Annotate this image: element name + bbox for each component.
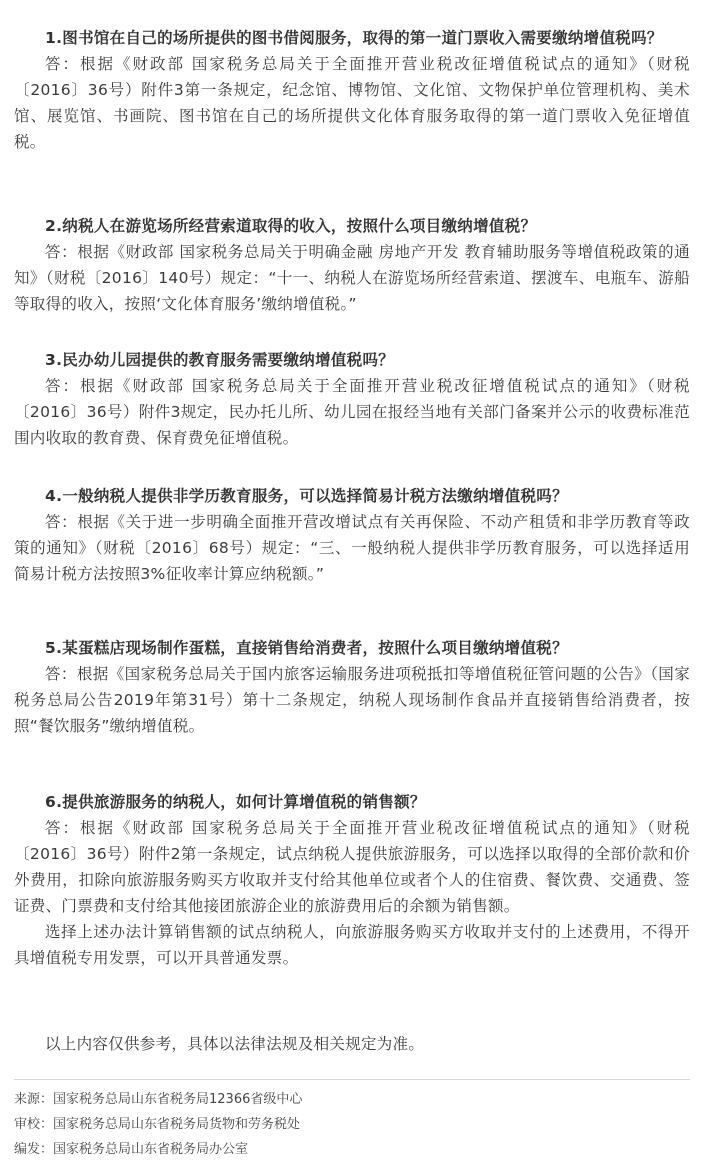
question-4: 4.一般纳税人提供非学历教育服务，可以选择简易计税方法缴纳增值税吗？ bbox=[45, 487, 568, 505]
qa-item-4 bbox=[14, 483, 690, 587]
publish-line: 编发：国家税务总局山东省税务局办公室 bbox=[14, 1142, 249, 1157]
disclaimer: 以上内容仅供参考，具体以法律法规及相关规定为准。 bbox=[45, 1035, 425, 1053]
qa-item-3 bbox=[14, 347, 690, 451]
review-line: 审校：国家税务总局山东省税务局货物和劳务税处 bbox=[14, 1117, 301, 1132]
answer-5: 答：根据《国家税务总局关于国内旅客运输服务进项税抵扣等增值税征管问题的公告》（国家税务总局公告2019年第31号）第十二条规定，纳税人现场制作食品并直接销售给消费者，按照“餐饮服务”缴纳增值税。 bbox=[14, 665, 690, 735]
question-1: 1.图书馆在自己的场所提供的图书借阅服务，取得的第一道门票收入需要缴纳增值税吗？ bbox=[45, 29, 663, 47]
question-3: 3.民办幼儿园提供的教育服务需要缴纳增值税吗？ bbox=[45, 351, 395, 369]
answer-4: 答：根据《关于进一步明确全面推开营改增试点有关再保险、不动产租赁和非学历教育等政策的通知》（财税〔2016〕68号）规定：“三、一般纳税人提供非学历教育服务，可以选择适用简易计税方法按照3%征收率计算应纳税额。” bbox=[14, 513, 690, 583]
answer-2: 答：根据《财政部 国家税务总局关于明确金融 房地产开发 教育辅助服务等增值税政策的通知》（财税〔2016〕140号）规定：“十一、纳税人在游览场所经营索道、摆渡车、电瓶车、游船等取得的收入，按照‘文化体育服务’缴纳增值税。” bbox=[14, 243, 690, 313]
answer-1: 答：根据《财政部 国家税务总局关于全面推开营业税改征增值税试点的通知》（财税〔2016〕36号）附件3第一条规定，纪念馆、博物馆、文化馆、文物保护单位管理机构、美术馆、展览馆、书画院、图书馆在自己的场所提供文化体育服务取得的第一道门票收入免征增值税。 bbox=[14, 55, 690, 151]
qa-item-5 bbox=[14, 635, 690, 739]
qa-item-1 bbox=[14, 25, 690, 155]
answer-6-paragraph-2: 选择上述办法计算销售额的试点纳税人，向旅游服务购买方收取并支付的上述费用，不得开具增值税专用发票，可以开具普通发票。 bbox=[14, 923, 690, 967]
qa-item-2 bbox=[14, 213, 690, 317]
question-5: 5.某蛋糕店现场制作蛋糕，直接销售给消费者，按照什么项目缴纳增值税？ bbox=[45, 639, 568, 657]
answer-6-paragraph-1: 答：根据《财政部 国家税务总局关于全面推开营业税改征增值税试点的通知》（财税〔2016〕36号）附件2第一条规定，试点纳税人提供旅游服务，可以选择以取得的全部价款和价外费用，扣除向旅游服务购买方收取并支付给其他单位或者个人的住宿费、餐饮费、交通费、签证费、门票费和支付给其他接团旅游企业的旅游费用后的余额为销售额。 bbox=[14, 819, 690, 915]
footer-divider bbox=[14, 1079, 690, 1080]
qa-item-6 bbox=[14, 789, 690, 971]
question-6: 6.提供旅游服务的纳税人，如何计算增值税的销售额？ bbox=[45, 793, 426, 811]
question-2: 2.纳税人在游览场所经营索道取得的收入，按照什么项目缴纳增值税？ bbox=[45, 217, 537, 235]
answer-3: 答：根据《财政部 国家税务总局关于全面推开营业税改征增值税试点的通知》（财税〔2016〕36号）附件3规定，民办托儿所、幼儿园在报经当地有关部门备案并公示的收费标准范围内收取的教育费、保育费免征增值税。 bbox=[14, 377, 690, 447]
article-meta bbox=[14, 1087, 690, 1162]
disclaimer-block bbox=[14, 1031, 690, 1057]
source-line: 来源：国家税务总局山东省税务局12366省级中心 bbox=[14, 1092, 303, 1107]
